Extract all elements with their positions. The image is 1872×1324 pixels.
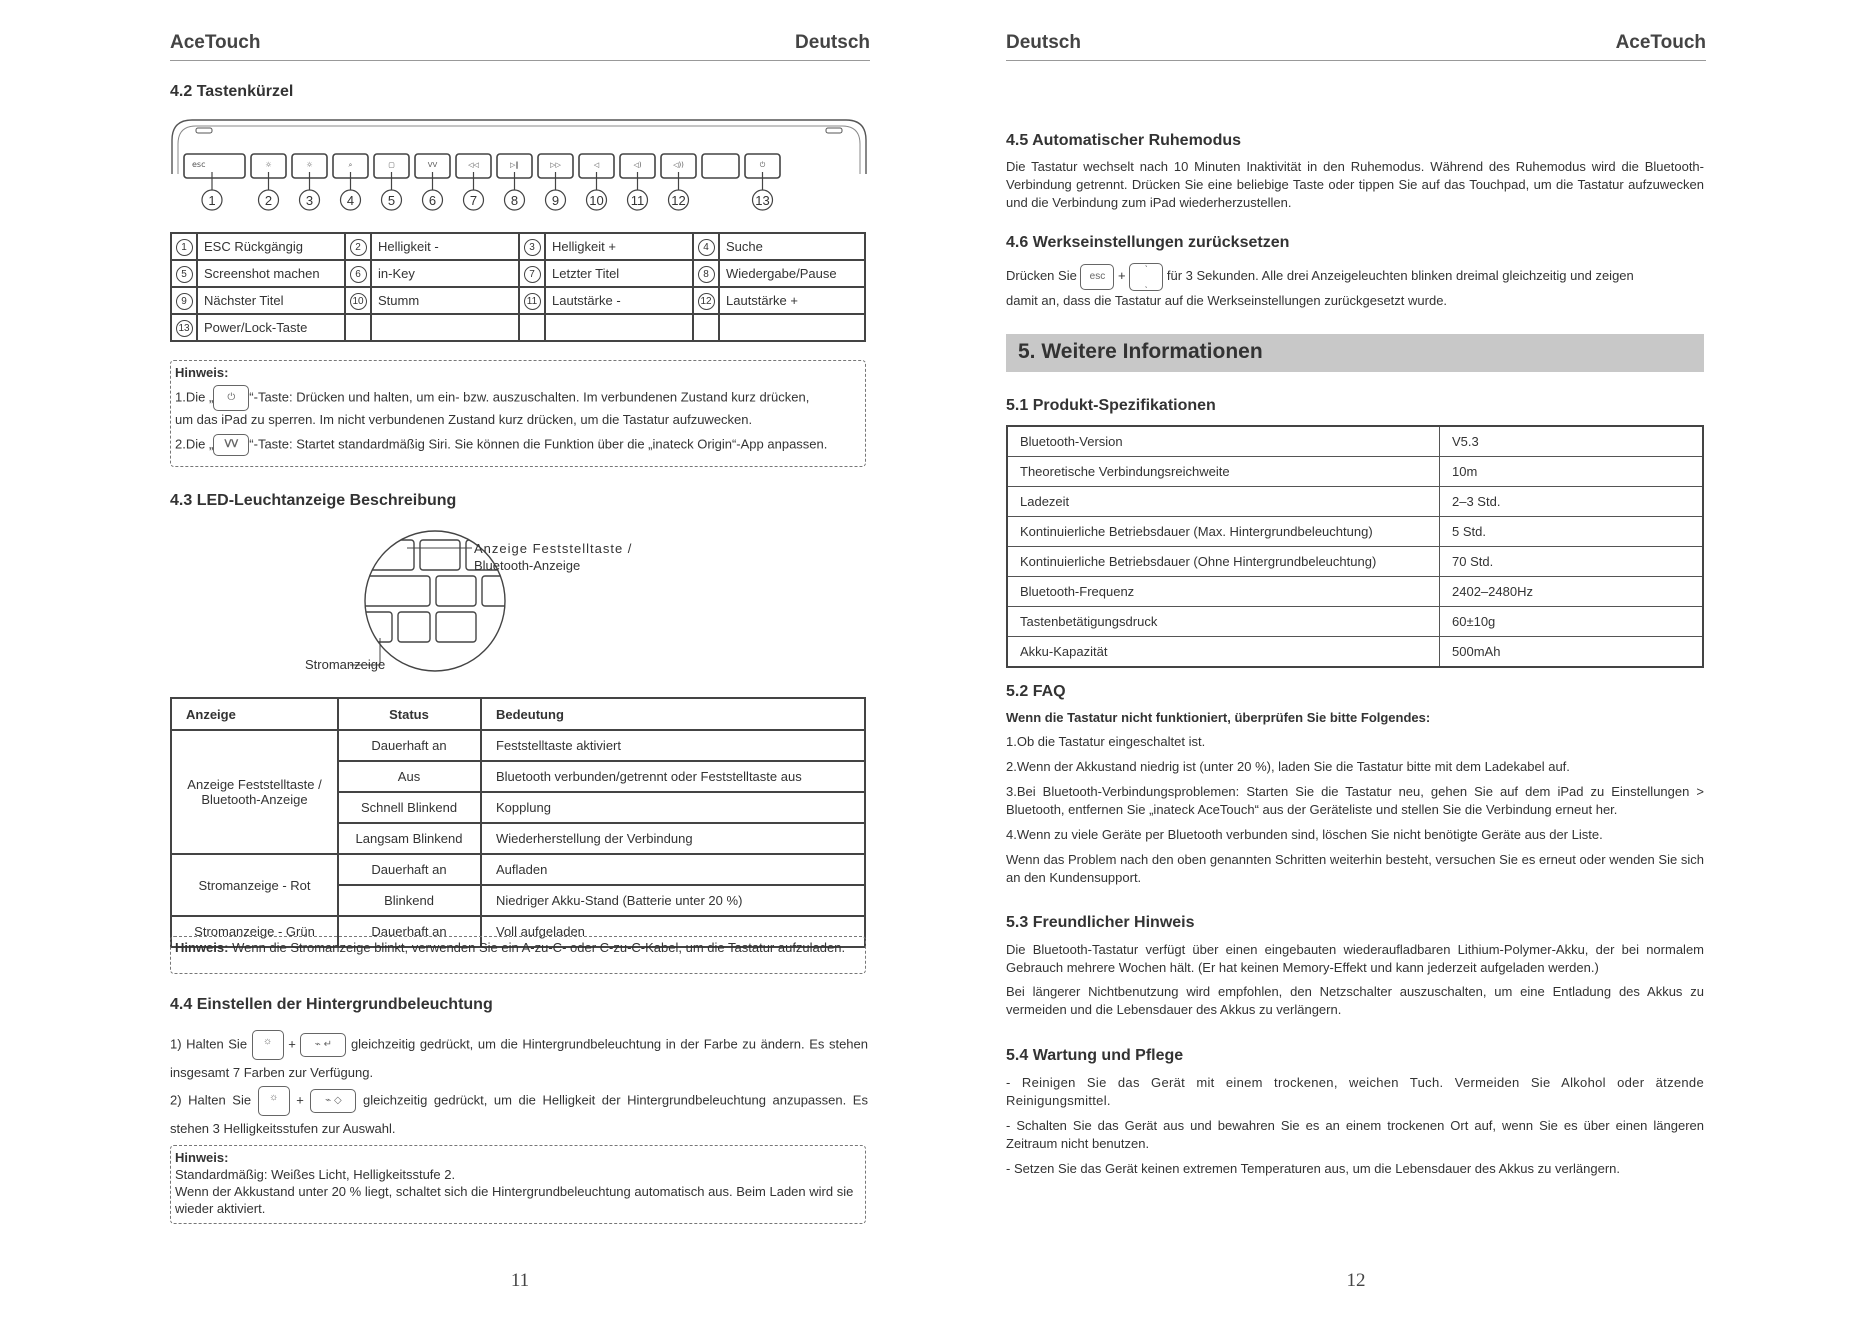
care-list xyxy=(1006,1074,1704,1178)
led-meaning: Aufladen xyxy=(481,854,865,885)
shortcut-number xyxy=(519,314,545,341)
shortcut-number xyxy=(519,233,545,260)
spec-label: Bluetooth-Frequenz xyxy=(1007,577,1440,607)
faq-list xyxy=(1006,733,1704,887)
hint-box-backlight xyxy=(170,1145,866,1224)
next-track-key-icon-glyph: ▷▷ xyxy=(550,161,561,169)
chapter-banner xyxy=(1006,334,1704,372)
spec-value: 2–3 Std. xyxy=(1440,487,1704,517)
number-circle: 7 xyxy=(524,266,541,283)
spec-value: 5 Std. xyxy=(1440,517,1704,547)
number-circle: 6 xyxy=(350,266,367,283)
hint-default: Standardmäßig: Weißes Licht, Helligkeitsstufe 2. xyxy=(175,1167,456,1182)
spec-row xyxy=(1007,517,1703,547)
callout-number: 7 xyxy=(469,193,478,208)
shortcut-row xyxy=(171,233,865,260)
page-header xyxy=(1006,30,1706,61)
shortcut-function: Lautstärke + xyxy=(719,287,865,314)
callout-number: 5 xyxy=(387,193,396,208)
in-key-icon: ᐯᐯ xyxy=(213,434,249,456)
step-1-text: gleichzeitig gedrückt, um die Hintergrundbeleuchtung in der Farbe zu ändern. Es stehen insgesamt 7 Farben zur Verfügung. xyxy=(170,1036,868,1080)
section-title-5-3: 5.3 Freundlicher Hinweis xyxy=(1006,914,1195,931)
bluetooth-indicator-label: Bluetooth-Anzeige xyxy=(474,558,581,573)
faq-item: 4.Wenn zu viele Geräte per Bluetooth verbunden sind, löschen Sie nicht benötigte Geräte aus der Liste. xyxy=(1006,827,1603,842)
number-circle: 10 xyxy=(350,293,367,310)
shortcut-number xyxy=(345,287,371,314)
shortcut-function xyxy=(371,314,519,341)
enter-key-icon: ⌁ ↵ xyxy=(300,1033,346,1057)
number-circle: 4 xyxy=(698,239,715,256)
spec-value: 70 Std. xyxy=(1440,547,1704,577)
page-header xyxy=(170,30,870,61)
sleep-mode-text: Die Tastatur wechselt nach 10 Minuten Inaktivität in den Ruhemodus. Während des Ruhemodus wird die Bluetooth-Verbindung getrennt. Drücken Sie eine beliebige Taste oder tippen Sie auf das Touchpad, um die Tastatur aufzuwecken und die Verbindung zum iPad wiederherzustellen. xyxy=(1006,159,1704,210)
number-circle: 5 xyxy=(176,266,193,283)
callout-number: 8 xyxy=(510,193,519,208)
number-circle: 12 xyxy=(698,293,715,310)
led-meaning: Kopplung xyxy=(481,792,865,823)
shortcut-function: ESC Rückgängig xyxy=(197,233,345,260)
faq-item: Wenn das Problem nach den oben genannten Schritten weiterhin besteht, versuchen Sie es erneut oder wenden Sie sich an den Kundensupport. xyxy=(1006,852,1704,885)
friendly-hint-p2: Bei längerer Nichtbenutzung wird empfohlen, den Netzschalter auszuschalten, um eine Entladung des Akkus zu vermeiden und die Lebensdauer des Akkus zu verlängern. xyxy=(1006,984,1704,1017)
page-left xyxy=(170,0,870,1310)
mute-key-icon-glyph: ◁ xyxy=(593,161,600,169)
section-title-5-1: 5.1 Produkt-Spezifikationen xyxy=(1006,397,1216,414)
shortcut-function: Letzter Titel xyxy=(545,260,693,287)
power-key-icon-glyph: ⏻ xyxy=(759,161,766,169)
backtick-key-icon: ˋ ˎ xyxy=(1129,263,1163,291)
callout-number: 1 xyxy=(208,193,216,208)
shortcut-number xyxy=(345,233,371,260)
section-title-5-2: 5.2 FAQ xyxy=(1006,683,1066,700)
care-item: - Reinigen Sie das Gerät mit einem trockenen, weichen Tuch. Vermeiden Sie Alkohol oder ätzende Reinigungsmittel. xyxy=(1006,1075,1704,1108)
led-meaning: Niedriger Akku-Stand (Batterie unter 20 %) xyxy=(481,885,865,916)
in-key-icon-glyph: ᐯᐯ xyxy=(427,161,438,169)
hint-title: Hinweis: xyxy=(175,1150,229,1165)
hint-1-continued: um das iPad zu sperren. Im nicht verbundenen Zustand kurz drücken, um die Tastatur aufzuwecken. xyxy=(175,412,753,427)
step-1-prefix: 1) Halten Sie xyxy=(170,1036,248,1052)
hint-low-battery: Wenn der Akkustand unter 20 % liegt, schaltet sich die Hintergrundbeleuchtung automatisch aus. Beim Laden wird sie wieder aktiviert. xyxy=(175,1184,854,1216)
header-language: Deutsch xyxy=(1006,32,1081,53)
shortcut-number xyxy=(519,260,545,287)
number-circle: 13 xyxy=(176,320,193,337)
shortcut-function: in-Key xyxy=(371,260,519,287)
spec-row xyxy=(1007,637,1703,668)
led-status: Blinkend xyxy=(338,885,481,916)
reset-text-continued: damit an, dass die Tastatur auf die Werkseinstellungen zurückgesetzt wurde. xyxy=(1006,293,1448,308)
shortcut-function: Wiedergabe/Pause xyxy=(719,260,865,287)
faq-item: 3.Bei Bluetooth-Verbindungsproblemen: Starten Sie die Tastatur neu, gehen Sie auf dem iPad zu Einstellungen > Bluetooth, entfernen Sie „inateck AceTouch“ aus der Geräteliste und stellen Sie die Verbindung erneut her. xyxy=(1006,784,1704,817)
header-brand: AceTouch xyxy=(170,32,261,53)
search-key-icon-glyph: ⌕ xyxy=(348,161,353,169)
previous-track-key-icon-glyph: ◁◁ xyxy=(468,161,479,169)
section-title-4-3: 4.3 LED-Leuchtanzeige Beschreibung xyxy=(170,492,457,509)
callout-number: 2 xyxy=(264,193,273,208)
header-brand: AceTouch xyxy=(1615,32,1706,53)
number-circle: 3 xyxy=(524,239,541,256)
step-2-prefix: 2) Halten Sie xyxy=(170,1092,252,1108)
shortcut-number xyxy=(171,260,197,287)
shortcut-function xyxy=(719,314,865,341)
hint-2-prefix: 2.Die „ xyxy=(175,436,214,452)
esc-key-icon: esc xyxy=(1080,264,1114,290)
led-group-power-red: Stromanzeige - Rot xyxy=(171,854,338,916)
callout-number: 11 xyxy=(630,193,645,208)
hint-box-led xyxy=(170,936,866,974)
spec-row xyxy=(1007,426,1703,457)
brightness-up-key-icon-glyph: ☼ xyxy=(306,161,313,169)
backlight-key-icon: ☼ xyxy=(258,1086,290,1116)
number-circle: 9 xyxy=(176,293,193,310)
shortcut-number xyxy=(693,260,719,287)
screenshot-key-icon-glyph: ▢ xyxy=(388,161,395,169)
esc-key-glyph: esc xyxy=(192,160,206,169)
spec-label: Ladezeit xyxy=(1007,487,1440,517)
callout-number: 12 xyxy=(671,193,686,208)
spec-label: Kontinuierliche Betriebsdauer (Max. Hintergrundbeleuchtung) xyxy=(1007,517,1440,547)
friendly-hint-p1: Die Bluetooth-Tastatur verfügt über einen eingebauten wiederaufladbaren Lithium-Polymer-Akku, der bei normalem Gebrauch mehrere Wochen hält. (Er hat keinen Memory-Effekt und kann jederzeit aufgeladen werden.) xyxy=(1006,942,1704,975)
shortcut-table xyxy=(170,232,866,342)
backlight-key-icon: ☼ xyxy=(252,1030,284,1060)
shortcut-function: Suche xyxy=(719,233,865,260)
led-status: Dauerhaft an xyxy=(338,730,481,761)
shortcut-number xyxy=(171,233,197,260)
brightness-down-key-icon-glyph: ☼ xyxy=(265,161,272,169)
hint-box-shortcuts xyxy=(170,360,866,467)
faq-intro: Wenn die Tastatur nicht funktioniert, überprüfen Sie bitte Folgendes: xyxy=(1006,710,1431,725)
led-meaning: Feststelltaste aktiviert xyxy=(481,730,865,761)
spec-value: 2402–2480Hz xyxy=(1440,577,1704,607)
shortcut-number xyxy=(171,287,197,314)
page-right xyxy=(1006,0,1706,1310)
backlight-step-2: 2) Halten Sie ☼ + ⌁ ◇ gleichzeitig gedrückt, um die Helligkeit der Hintergrundbeleuchtung anzupassen. Es stehen 3 Helligkeitsstufen zur Auswahl. xyxy=(170,1086,868,1142)
led-header-meaning: Bedeutung xyxy=(481,698,865,730)
spec-table xyxy=(1006,425,1704,668)
spec-row xyxy=(1007,547,1703,577)
led-status: Langsam Blinkend xyxy=(338,823,481,854)
volume-down-key-icon-glyph: ◁) xyxy=(633,161,642,169)
shortcut-function: Helligkeit + xyxy=(545,233,693,260)
caps-indicator-label: Anzeige Feststelltaste / xyxy=(474,541,633,556)
shortcut-function: Lautstärke - xyxy=(545,287,693,314)
spec-row xyxy=(1007,487,1703,517)
callout-number: 4 xyxy=(346,193,355,208)
blank-key xyxy=(702,154,739,178)
hint-1-prefix: 1.Die „ xyxy=(175,389,214,405)
number-circle: 1 xyxy=(176,239,193,256)
number-circle: 8 xyxy=(698,266,715,283)
shortcut-row xyxy=(171,287,865,314)
keyboard-function-row-illustration xyxy=(170,114,868,214)
reset-text: für 3 Sekunden. Alle drei Anzeigeleuchten blinken dreimal gleichzeitig und zeigen xyxy=(1166,268,1634,283)
play-pause-key-icon-glyph: ▷‖ xyxy=(510,161,519,169)
led-meaning: Wiederherstellung der Verbindung xyxy=(481,823,865,854)
shortcut-number xyxy=(519,287,545,314)
led-group-power-green: Stromanzeige - Grün xyxy=(171,916,338,947)
section-title-4-4: 4.4 Einstellen der Hintergrundbeleuchtung xyxy=(170,996,493,1013)
spec-value: 60±10g xyxy=(1440,607,1704,637)
spec-label: Bluetooth-Version xyxy=(1007,426,1440,457)
faq-item: 2.Wenn der Akkustand niedrig ist (unter 20 %), laden Sie die Tastatur bitte mit dem Ladekabel auf. xyxy=(1006,759,1570,774)
callout-number: 13 xyxy=(755,193,770,208)
page-number: 12 xyxy=(1346,1270,1366,1291)
led-status: Dauerhaft an xyxy=(338,854,481,885)
spec-row xyxy=(1007,607,1703,637)
section-title-4-6: 4.6 Werkseinstellungen zurücksetzen xyxy=(1006,234,1290,251)
shortcut-number xyxy=(345,314,371,341)
led-meaning: Voll aufgeladen xyxy=(481,916,865,947)
backlight-step-1: 1) Halten Sie ☼ + ⌁ ↵ gleichzeitig gedrückt, um die Hintergrundbeleuchtung in der Farbe zu ändern. Es stehen insgesamt 7 Farben zur Verfügung. xyxy=(170,1030,868,1086)
spec-value: 500mAh xyxy=(1440,637,1704,668)
shortcut-function: Power/Lock-Taste xyxy=(197,314,345,341)
led-header-status: Status xyxy=(338,698,481,730)
section-title-4-2: 4.2 Tastenkürzel xyxy=(170,83,294,100)
spec-value: V5.3 xyxy=(1440,426,1704,457)
spec-label: Theoretische Verbindungsreichweite xyxy=(1007,457,1440,487)
power-key-icon: ⏻ xyxy=(213,385,249,411)
led-table xyxy=(170,697,866,948)
section-title-4-5: 4.5 Automatischer Ruhemodus xyxy=(1006,132,1242,149)
led-meaning: Bluetooth verbunden/getrennt oder Feststelltaste aus xyxy=(481,761,865,792)
spec-label: Akku-Kapazität xyxy=(1007,637,1440,668)
callout-number: 3 xyxy=(305,193,314,208)
shortcut-row xyxy=(171,260,865,287)
shortcut-function: Stumm xyxy=(371,287,519,314)
shortcut-function: Screenshot machen xyxy=(197,260,345,287)
shortcut-function: Helligkeit - xyxy=(371,233,519,260)
led-status: Dauerhaft an xyxy=(338,916,481,947)
spec-label: Kontinuierliche Betriebsdauer (Ohne Hintergrundbeleuchtung) xyxy=(1007,547,1440,577)
number-circle: 11 xyxy=(524,293,541,310)
shortcut-number xyxy=(693,233,719,260)
spec-value: 10m xyxy=(1440,457,1704,487)
chapter-title: 5. Weitere Informationen xyxy=(1018,340,1263,363)
spec-label: Tastenbetätigungsdruck xyxy=(1007,607,1440,637)
callout-number: 10 xyxy=(589,193,604,208)
led-group-caps-bluetooth: Anzeige Feststelltaste / Bluetooth-Anzeige xyxy=(171,730,338,854)
callout-number: 9 xyxy=(551,193,560,208)
callout-number: 6 xyxy=(428,193,437,208)
arrow-key-icon: ⌁ ◇ xyxy=(310,1089,356,1113)
shortcut-number xyxy=(171,314,197,341)
spec-row xyxy=(1007,577,1703,607)
hint-title: Hinweis: xyxy=(175,940,229,955)
led-status: Aus xyxy=(338,761,481,792)
volume-up-key-icon-glyph: ◁)) xyxy=(673,161,684,169)
hint-title: Hinweis: xyxy=(175,365,229,380)
faq-item: 1.Ob die Tastatur eingeschaltet ist. xyxy=(1006,734,1206,749)
care-item: - Setzen Sie das Gerät keinen extremen Temperaturen aus, um die Lebensdauer des Akkus zu verlängern. xyxy=(1006,1161,1621,1176)
factory-reset-text: Drücken Sie esc + ˋ ˎ für 3 Sekunden. Alle drei Anzeigeleuchten blinken dreimal gleichzeitig und zeigen xyxy=(1006,264,1634,289)
hint-led-text: Wenn die Stromanzeige blinkt, verwenden Sie ein A-zu-C- oder C-zu-C-Kabel, um die Tastatur aufzuladen. xyxy=(228,940,846,955)
header-language: Deutsch xyxy=(795,32,870,53)
shortcut-number xyxy=(693,287,719,314)
number-circle: 2 xyxy=(350,239,367,256)
spec-row xyxy=(1007,457,1703,487)
section-title-5-4: 5.4 Wartung und Pflege xyxy=(1006,1047,1184,1064)
shortcut-number xyxy=(693,314,719,341)
shortcut-row xyxy=(171,314,865,341)
shortcut-function: Nächster Titel xyxy=(197,287,345,314)
led-header-indicator: Anzeige xyxy=(171,698,338,730)
led-indicator-illustration xyxy=(305,538,740,678)
shortcut-number xyxy=(345,260,371,287)
function-keys xyxy=(184,154,780,178)
step-2-text: gleichzeitig gedrückt, um die Helligkeit der Hintergrundbeleuchtung anzupassen. Es stehen 3 Helligkeitsstufen zur Auswahl. xyxy=(170,1092,868,1136)
led-status: Schnell Blinkend xyxy=(338,792,481,823)
page-number: 11 xyxy=(510,1270,530,1291)
care-item: - Schalten Sie das Gerät aus und bewahren Sie es an einem trockenen Ort auf, wenn Sie es über einen längeren Zeitraum nicht benutzen. xyxy=(1006,1118,1704,1151)
hint-1-text: “-Taste: Drücken und halten, um ein- bzw. auszuschalten. Im verbundenen Zustand kurz drücken, xyxy=(249,389,810,405)
hint-2-text: “-Taste: Startet standardmäßig Siri. Sie können die Funktion über die „inateck Origin“-App anpassen. xyxy=(249,436,828,452)
reset-prefix: Drücken Sie xyxy=(1006,268,1077,283)
power-indicator-label: Stromanzeige xyxy=(305,657,386,672)
shortcut-function xyxy=(545,314,693,341)
